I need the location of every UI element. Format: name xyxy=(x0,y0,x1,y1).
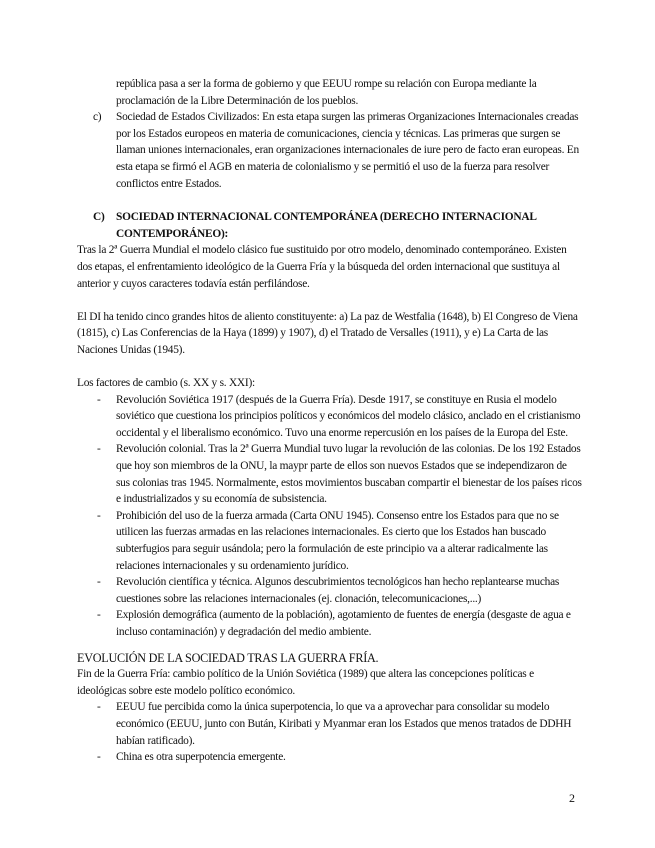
paragraph: Fin de la Guerra Fría: cambio político de la Unión Soviética (1989) que altera las concepciones políticas e ideológicas sobre este modelo político económico. xyxy=(77,668,534,697)
bullet-marker: - xyxy=(97,576,101,589)
list-item-text: Revolución Soviética 1917 (después de la Guerra Fría). Desde 1917, se constituye en Rusia el modelo soviético que cuestiona los principios políticos y económicos del modelo clásico, anclado en el cristianismo occidental y el liberalismo económico. Tuvo una enorme repercusión en los países de la Europa del Este. xyxy=(116,393,581,439)
paragraph: Tras la 2ª Guerra Mundial el modelo clásico fue sustituido por otro modelo, denominado contemporáneo. Existen dos etapas, el enfrentamiento ideológico de la Guerra Fría y la búsqueda del orden internacional que sustituya al anterior y cuyos caracteres todavía están perfilándose. xyxy=(77,244,567,290)
list-item-c xyxy=(77,109,582,192)
bullet-marker: - xyxy=(97,609,101,622)
section-title: SOCIEDAD INTERNACIONAL CONTEMPORÁNEA (DERECHO INTERNACIONAL CONTEMPORÁNEO): xyxy=(116,211,537,240)
evolution-list xyxy=(77,699,582,765)
bullet-marker: - xyxy=(97,751,101,764)
list-marker: c) xyxy=(93,111,102,124)
factors-list xyxy=(77,392,582,641)
section-marker: C) xyxy=(93,211,105,224)
factors-intro: Los factores de cambio (s. XX y s. XXI): xyxy=(77,377,255,390)
section-heading-c xyxy=(77,209,582,242)
list-item xyxy=(77,607,582,640)
list-item-text: Explosión demográfica (aumento de la población), agotamiento de fuentes de energía (desgaste de agua e incluso contaminación) y degradación del medio ambiente. xyxy=(116,609,571,638)
list-item-text: Prohibición del uso de la fuerza armada (Carta ONU 1945). Consenso entre los Estados para que no se utilicen las fuerzas armadas en las relaciones internacionales. Es cierto que los Estados han buscado subterfugios para seguir usándola; pero la formulación de este principio va a alterar radicalmente las relaciones internacionales y su ordenamiento jurídico. xyxy=(116,509,559,572)
page-number: 2 xyxy=(569,791,575,805)
list-item xyxy=(77,574,582,607)
list-item xyxy=(77,441,582,507)
bullet-marker: - xyxy=(97,509,101,522)
list-item-text: Sociedad de Estados Civilizados: En esta etapa surgen las primeras Organizaciones Internacionales creadas por los Estados europeos en materia de comunicaciones, ciencia y técnicas. Las primeras que surgen se llaman uniones internacionales, eran organizaciones internacionales de iure pero de facto eran europeas. En esta etapa se firmó el AGB en materia de colonialismo y se permitió el uso de la fuerza para resolver conflictos entre Estados. xyxy=(116,111,579,190)
list-item xyxy=(77,699,582,749)
list-item-text: Revolución científica y técnica. Algunos descubrimientos tecnológicos han hecho replantearse muchas cuestiones sobre las relaciones internacionales (ej. clonación, telecomunicaciones,...) xyxy=(116,576,560,605)
list-item xyxy=(77,749,582,766)
list-item-text: EEUU fue percibida como la única superpotencia, lo que va a aprovechar para consolidar su modelo económico (EEUU, junto con Bután, Kiribati y Myanmar eran los Estados que menos tratados de DDHH habían ratificado). xyxy=(116,701,572,747)
bullet-marker: - xyxy=(97,443,101,456)
paragraph: El DI ha tenido cinco grandes hitos de aliento constituyente: a) La paz de Westfalia (1648), b) El Congreso de Viena (1815), c) Las Conferencias de la Haya (1899) y 1907), d) el Tratado de Versalles (1911), y e) La Carta de las Naciones Unidas (1945). xyxy=(77,310,578,356)
list-item xyxy=(77,392,582,442)
bullet-marker: - xyxy=(97,701,101,714)
list-item xyxy=(77,508,582,574)
continuation-paragraph: república pasa a ser la forma de gobierno y que EEUU rompe su relación con Europa mediante la proclamación de la Libre Determinación de los pueblos. xyxy=(116,78,537,107)
list-item-text: China es otra superpotencia emergente. xyxy=(116,751,286,764)
list-item-text: Revolución colonial. Tras la 2ª Guerra Mundial tuvo lugar la revolución de las colonias. De los 192 Estados que hoy son miembros de la ONU, la maypr parte de ellos son nuevos Estados que se independizaron de sus colonias tras 1945. Normalmente, estos movimientos buscaban compartir el bienestar de los países ricos e industrializados y su economía de subsistencia. xyxy=(116,443,582,506)
bullet-marker: - xyxy=(97,393,101,406)
section-heading-evolucion: EVOLUCIÓN DE LA SOCIEDAD TRAS LA GUERRA FRÍA. xyxy=(77,650,379,665)
body-text xyxy=(77,76,582,766)
